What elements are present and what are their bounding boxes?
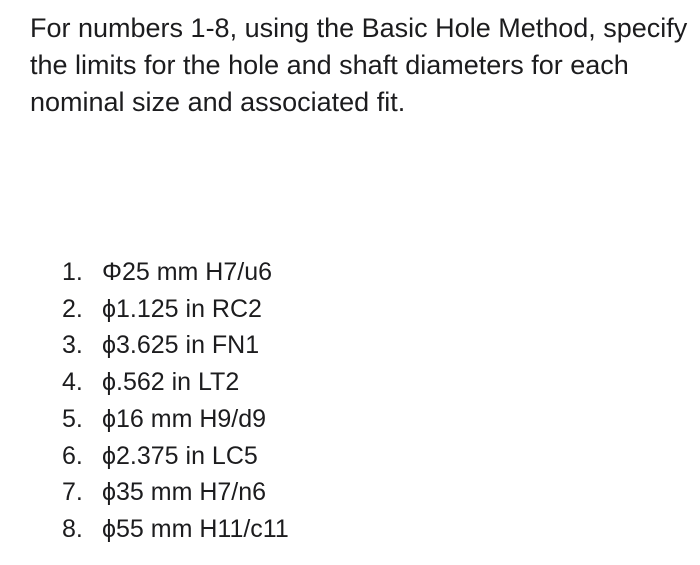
list-item xyxy=(62,511,289,548)
list-item xyxy=(62,291,289,328)
item-number: 2. xyxy=(62,294,83,323)
list-item xyxy=(62,364,289,401)
item-text: ϕ16 mm H9/d9 xyxy=(102,404,267,433)
item-text: ϕ2.375 in LC5 xyxy=(102,441,258,470)
item-number: 6. xyxy=(62,441,83,470)
list-item xyxy=(62,327,289,364)
list-item xyxy=(62,438,289,475)
item-text: ϕ3.625 in FN1 xyxy=(102,331,260,360)
item-number: 8. xyxy=(62,514,83,543)
list-item xyxy=(62,254,289,291)
item-number: 7. xyxy=(62,478,83,507)
item-number: 1. xyxy=(62,258,83,286)
item-text: ϕ35 mm H7/n6 xyxy=(102,478,267,507)
item-number: 5. xyxy=(62,404,83,433)
item-text: ϕ.562 in LT2 xyxy=(102,368,240,397)
item-text: ϕ55 mm H11/c11 xyxy=(102,514,289,543)
item-number: 3. xyxy=(62,331,83,360)
list-item xyxy=(62,401,289,438)
problem-instructions: For numbers 1-8, using the Basic Hole Method, specify the limits for the hole and shaft diameters for each nominal size and associated fit. xyxy=(30,13,688,117)
item-text: Φ25 mm H7/u6 xyxy=(102,258,273,286)
list-item xyxy=(62,474,289,511)
item-number: 4. xyxy=(62,368,83,397)
item-text: ϕ1.125 in RC2 xyxy=(102,294,262,323)
problem-list xyxy=(62,254,289,548)
